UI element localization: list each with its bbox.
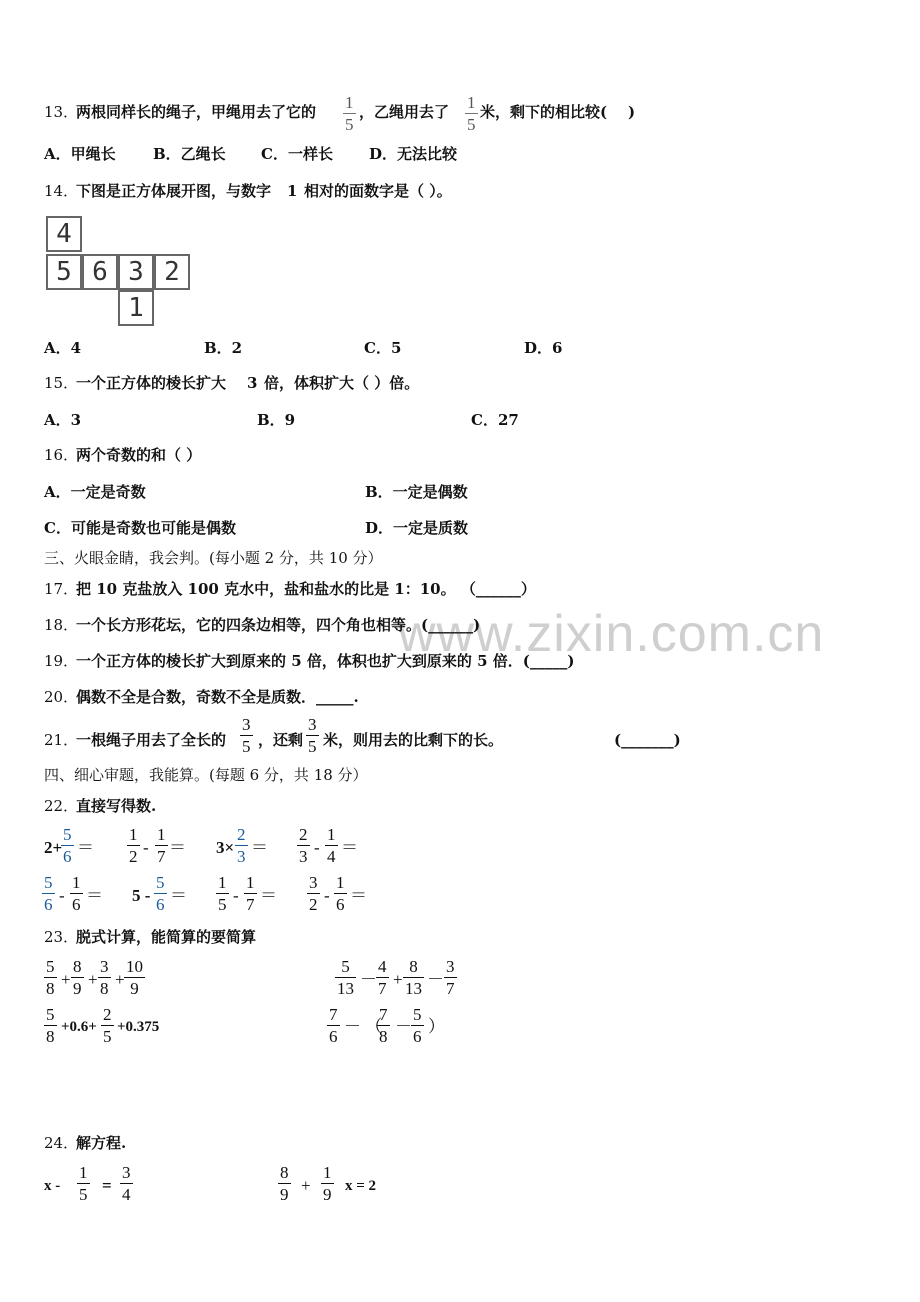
q15-option-b: B．9 xyxy=(257,411,296,429)
q22-r2c1-equals: ＝ xyxy=(86,886,103,905)
cube-face-row-4: 2 xyxy=(154,254,190,290)
q23-e4-fraction-3: 5 6 xyxy=(413,1005,422,1046)
q23-e4-op-1: － （ xyxy=(344,1017,383,1036)
q22-r1c4-fraction-a: 2 3 xyxy=(299,825,308,866)
q23-e4-close: ） xyxy=(428,1017,445,1036)
watermark: www.zixin.com.cn xyxy=(398,605,825,663)
q24-text: 解方程. xyxy=(76,1134,127,1152)
q24-eq2-plus: + xyxy=(301,1176,311,1195)
q20-text: 偶数不全是合数，奇数不全是质数．_____. xyxy=(76,688,359,706)
q13-option-d: D．无法比较 xyxy=(369,145,458,163)
q20-number: 20． xyxy=(44,688,79,706)
cube-face-top: 4 xyxy=(46,216,82,252)
q14-option-b: B．2 xyxy=(204,339,243,357)
q23-e2-fraction-3: 8 13 xyxy=(405,957,422,998)
q22-r1c2-equals: ＝ xyxy=(169,838,186,857)
q13-option-b: B．乙绳长 xyxy=(153,145,226,163)
q22-r1c3-equals: ＝ xyxy=(251,838,268,857)
q16-option-d: D．一定是质数 xyxy=(365,519,469,537)
q22-r2c1-minus: - xyxy=(59,886,65,905)
q23-e1-fraction-3: 3 8 xyxy=(100,957,109,998)
q18-number: 18． xyxy=(44,616,79,634)
q15-option-c: C．27 xyxy=(471,411,519,429)
q15-text-2: 倍，体积扩大（ ）倍。 xyxy=(264,374,420,392)
q14-option-c: C．5 xyxy=(364,339,402,357)
q23-e3-middle: +0.6+ xyxy=(61,1019,97,1035)
q23-e1-op-3: + xyxy=(115,970,125,989)
q21-text-1: 一根绳子用去了全长的 xyxy=(76,731,227,749)
q24-number: 24． xyxy=(44,1134,79,1152)
q22-r2c2-equals: ＝ xyxy=(170,886,187,905)
q21-text-3: 米，则用去的比剩下的长。 xyxy=(323,731,504,749)
q19-number: 19． xyxy=(44,652,79,670)
q23-e3-fraction-2: 2 5 xyxy=(103,1005,112,1046)
q13-number: 13． xyxy=(44,103,79,121)
q21-text-2: ，还剩 xyxy=(258,731,304,749)
q17-number: 17． xyxy=(44,580,79,598)
q22-r2c3-fraction-a: 1 5 xyxy=(218,873,227,914)
q21-fraction-1: 3 5 xyxy=(242,715,251,756)
q13-option-c: C．一样长 xyxy=(261,145,333,163)
q14-text-2: 相对的面数字是（ ）。 xyxy=(304,182,452,200)
q19-text: 一个正方体的棱长扩大到原来的 5 倍，体积也扩大到原来的 5 倍．(_____) xyxy=(76,652,575,670)
q24-eq2-fraction-1: 8 9 xyxy=(280,1163,289,1204)
q22-r1c1-fraction: 5 6 xyxy=(63,825,72,866)
q23-e1-fraction-1: 5 8 xyxy=(46,957,55,998)
q23-e1-op-2: + xyxy=(88,970,98,989)
q21-number: 21． xyxy=(44,731,79,749)
q22-r1c3-fraction: 2 3 xyxy=(237,825,246,866)
q22-r2c3-equals: ＝ xyxy=(260,886,277,905)
q22-number: 22． xyxy=(44,797,79,815)
q14-option-d: D．6 xyxy=(524,339,563,357)
q16-text: 两个奇数的和（ ） xyxy=(76,446,202,464)
q13-fraction-2: 1 5 xyxy=(467,93,476,134)
q22-r1c2-fraction-a: 1 2 xyxy=(129,825,138,866)
cube-net-figure xyxy=(44,214,186,328)
cube-face-row-2: 6 xyxy=(82,254,118,290)
q17-text: 把 10 克盐放入 100 克水中，盐和盐水的比是 1：10。 （______） xyxy=(76,580,536,598)
q22-r1c1-prefix: 2+ xyxy=(44,838,63,857)
q23-e4-fraction-2: 7 8 xyxy=(379,1005,388,1046)
q13-text-1: 两根同样长的绳子，甲绳用去了它的 xyxy=(76,103,317,121)
q23-e2-op-1: － xyxy=(360,970,377,989)
q13-fraction-1: 1 5 xyxy=(345,93,354,134)
q21-fraction-2: 3 5 xyxy=(308,715,317,756)
q24-eq2-fraction-2: 1 9 xyxy=(323,1163,332,1204)
q22-r2c3-fraction-b: 1 7 xyxy=(246,873,255,914)
q24-eq1-equals: = xyxy=(102,1176,112,1195)
q22-r1c4-minus: - xyxy=(314,838,320,857)
q23-e2-fraction-2: 4 7 xyxy=(378,957,387,998)
q13-text-3: 米，剩下的相比较( xyxy=(480,103,608,121)
q14-text-1: 下图是正方体展开图，与数字 xyxy=(76,182,272,200)
q14-option-a: A．4 xyxy=(44,339,82,357)
q24-eq1-fraction-2: 3 4 xyxy=(122,1163,131,1204)
q22-text: 直接写得数. xyxy=(76,797,157,815)
q23-e3-tail: +0.375 xyxy=(117,1019,160,1035)
q24-eq1-fraction-1: 1 5 xyxy=(79,1163,88,1204)
q22-r2c4-equals: ＝ xyxy=(350,886,367,905)
q23-e2-fraction-4: 3 7 xyxy=(446,957,455,998)
q23-e3-fraction-1: 5 8 xyxy=(46,1005,55,1046)
q22-r1c1-equals: ＝ xyxy=(77,838,94,857)
q22-r2c4-minus: - xyxy=(324,886,330,905)
q16-number: 16． xyxy=(44,446,79,464)
q22-r2c4-fraction-a: 3 2 xyxy=(309,873,318,914)
q23-e1-fraction-2: 8 9 xyxy=(73,957,82,998)
q14-num1: 1 xyxy=(287,182,298,200)
q24-eq2-tail: x = 2 xyxy=(345,1178,377,1194)
q22-r2c2-prefix: 5 - xyxy=(132,886,151,905)
q22-r1c2-minus: - xyxy=(143,838,149,857)
q22-r1c4-equals: ＝ xyxy=(341,838,358,857)
q23-e1-op-1: + xyxy=(61,970,71,989)
q23-e2-fraction-1: 5 13 xyxy=(337,957,354,998)
q23-e4-op-2: － xyxy=(395,1017,412,1036)
section-3-heading: 三、火眼金睛，我会判。(每小题 2 分，共 10 分） xyxy=(44,549,383,567)
q23-e1-fraction-4: 10 9 xyxy=(126,957,143,998)
q22-r1c3-prefix: 3× xyxy=(216,838,235,857)
q22-r2c3-minus: - xyxy=(233,886,239,905)
q13-option-a: A．甲绳长 xyxy=(44,145,116,163)
section-4-heading: 四、细心审题，我能算。(每题 6 分，共 18 分） xyxy=(44,766,368,784)
q22-r2c1-fraction-b: 1 6 xyxy=(72,873,81,914)
q16-option-b: B．一定是偶数 xyxy=(365,483,468,501)
q22-r1c2-fraction-b: 1 7 xyxy=(157,825,166,866)
q23-e2-op-3: － xyxy=(427,970,444,989)
q22-r2c2-fraction: 5 6 xyxy=(156,873,165,914)
q13-text-4: ) xyxy=(628,103,636,121)
q21-answer-blank: (_______) xyxy=(614,731,681,749)
q15-option-a: A．3 xyxy=(44,411,82,429)
cube-face-row-1: 5 xyxy=(46,254,82,290)
q15-number: 15． xyxy=(44,374,79,392)
q16-option-c: C．可能是奇数也可能是偶数 xyxy=(44,519,236,537)
q13-text-2: ，乙绳用去了 xyxy=(359,103,450,121)
cube-face-bottom: 1 xyxy=(118,290,154,326)
q22-r1c4-fraction-b: 1 4 xyxy=(327,825,336,866)
cube-face-row-3: 3 xyxy=(118,254,154,290)
q16-option-a: A．一定是奇数 xyxy=(44,483,146,501)
q14-number: 14． xyxy=(44,182,79,200)
q15-text-1: 一个正方体的棱长扩大 xyxy=(76,374,227,392)
q23-text: 脱式计算，能简算的要简算 xyxy=(76,928,257,946)
q22-r2c1-fraction-a: 5 6 xyxy=(44,873,53,914)
q15-factor: 3 xyxy=(247,374,258,392)
q24-eq1-prefix: x - xyxy=(44,1178,61,1194)
q22-r2c4-fraction-b: 1 6 xyxy=(336,873,345,914)
q23-e4-fraction-1: 7 6 xyxy=(329,1005,338,1046)
q23-e2-op-2: + xyxy=(393,970,403,989)
q18-text: 一个长方形花坛，它的四条边相等，四个角也相等。(______) xyxy=(76,616,481,634)
q23-number: 23． xyxy=(44,928,79,946)
